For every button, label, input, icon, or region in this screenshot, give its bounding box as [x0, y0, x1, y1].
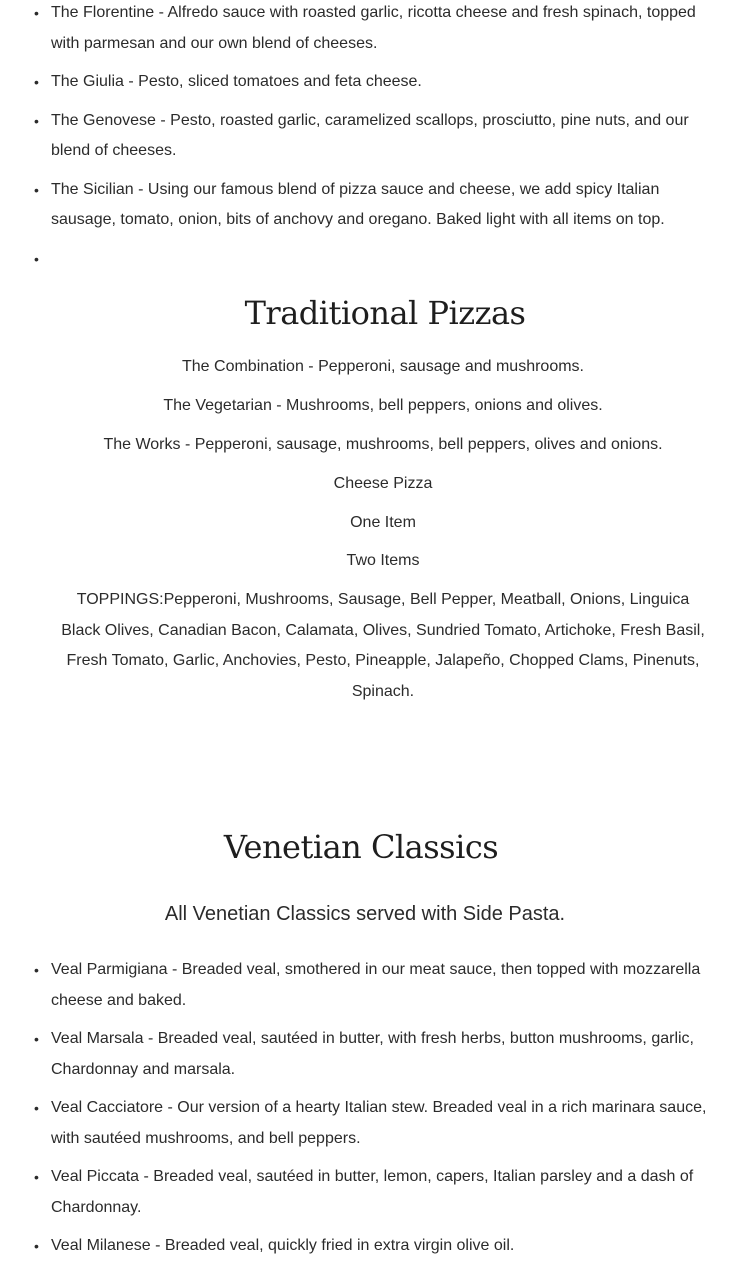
menu-item: The Combination - Pepperoni, sausage and mushrooms. [182, 358, 584, 375]
section-subtitle: All Venetian Classics served with Side Pasta. [164, 903, 566, 925]
list-item: • The Florentine - Alfredo sauce with roasted garlic, ricotta cheese and fresh spinach, topped with parmesan and our own blend of cheeses. [0, 0, 730, 59]
section-title-venetian: Venetian Classics [223, 828, 499, 866]
menu-item: One Item [350, 513, 416, 531]
menu-item: Two Items [346, 552, 420, 570]
menu-item: Cheese Pizza [333, 474, 433, 492]
list-item: • Veal Cacciatore - Our version of a hearty Italian stew. Breaded veal in a rich marinara sauce, with sautéed mushrooms, and bell peppers. [0, 1093, 730, 1154]
menu-item: The Vegetarian - Mushrooms, bell peppers, onions and olives. [163, 396, 603, 414]
list-item: • Veal Marsala - Breaded veal, sautéed in butter, with fresh herbs, button mushrooms, garlic, Chardonnay and marsala. [0, 1024, 730, 1085]
specialty-pizza-list [0, 0, 730, 282]
list-item-empty [0, 244, 730, 274]
section-title-traditional: Traditional Pizzas [244, 294, 526, 332]
list-item: • The Giulia - Pesto, sliced tomatoes and feta cheese. [0, 67, 730, 98]
list-item: • Veal Piccata - Breaded veal, sautéed in butter, lemon, capers, Italian parsley and a dash of Chardonnay. [0, 1162, 730, 1223]
toppings-list: TOPPINGS:Pepperoni, Mushrooms, Sausage, Bell Pepper, Meatball, Onions, Linguica Black Olives, Canadian Bacon, Calamata, Olives, Sundried Tomato, Artichoke, Fresh Basil, Fresh Tomato, Garlic, Anchovies, Pesto, Pineapple, Jalapeño, Chopped Clams, Pinenuts, Spinach. [61, 591, 705, 700]
list-item: • The Sicilian - Using our famous blend of pizza sauce and cheese, we add spicy Italian sausage, tomato, onion, bits of anchovy and oregano. Baked light with all items on top. [0, 175, 730, 236]
list-item: • The Genovese - Pesto, roasted garlic, caramelized scallops, prosciutto, pine nuts, and our blend of cheeses. [0, 106, 730, 167]
menu-item: The Works - Pepperoni, sausage, mushrooms, bell peppers, olives and onions. [103, 435, 663, 453]
venetian-classics-list [0, 955, 730, 1270]
list-item: • Veal Parmigiana - Breaded veal, smothered in our meat sauce, then topped with mozzarella cheese and baked. [0, 955, 730, 1016]
traditional-pizza-list [58, 352, 708, 716]
list-item: • Veal Milanese - Breaded veal, quickly fried in extra virgin olive oil. [0, 1231, 730, 1262]
